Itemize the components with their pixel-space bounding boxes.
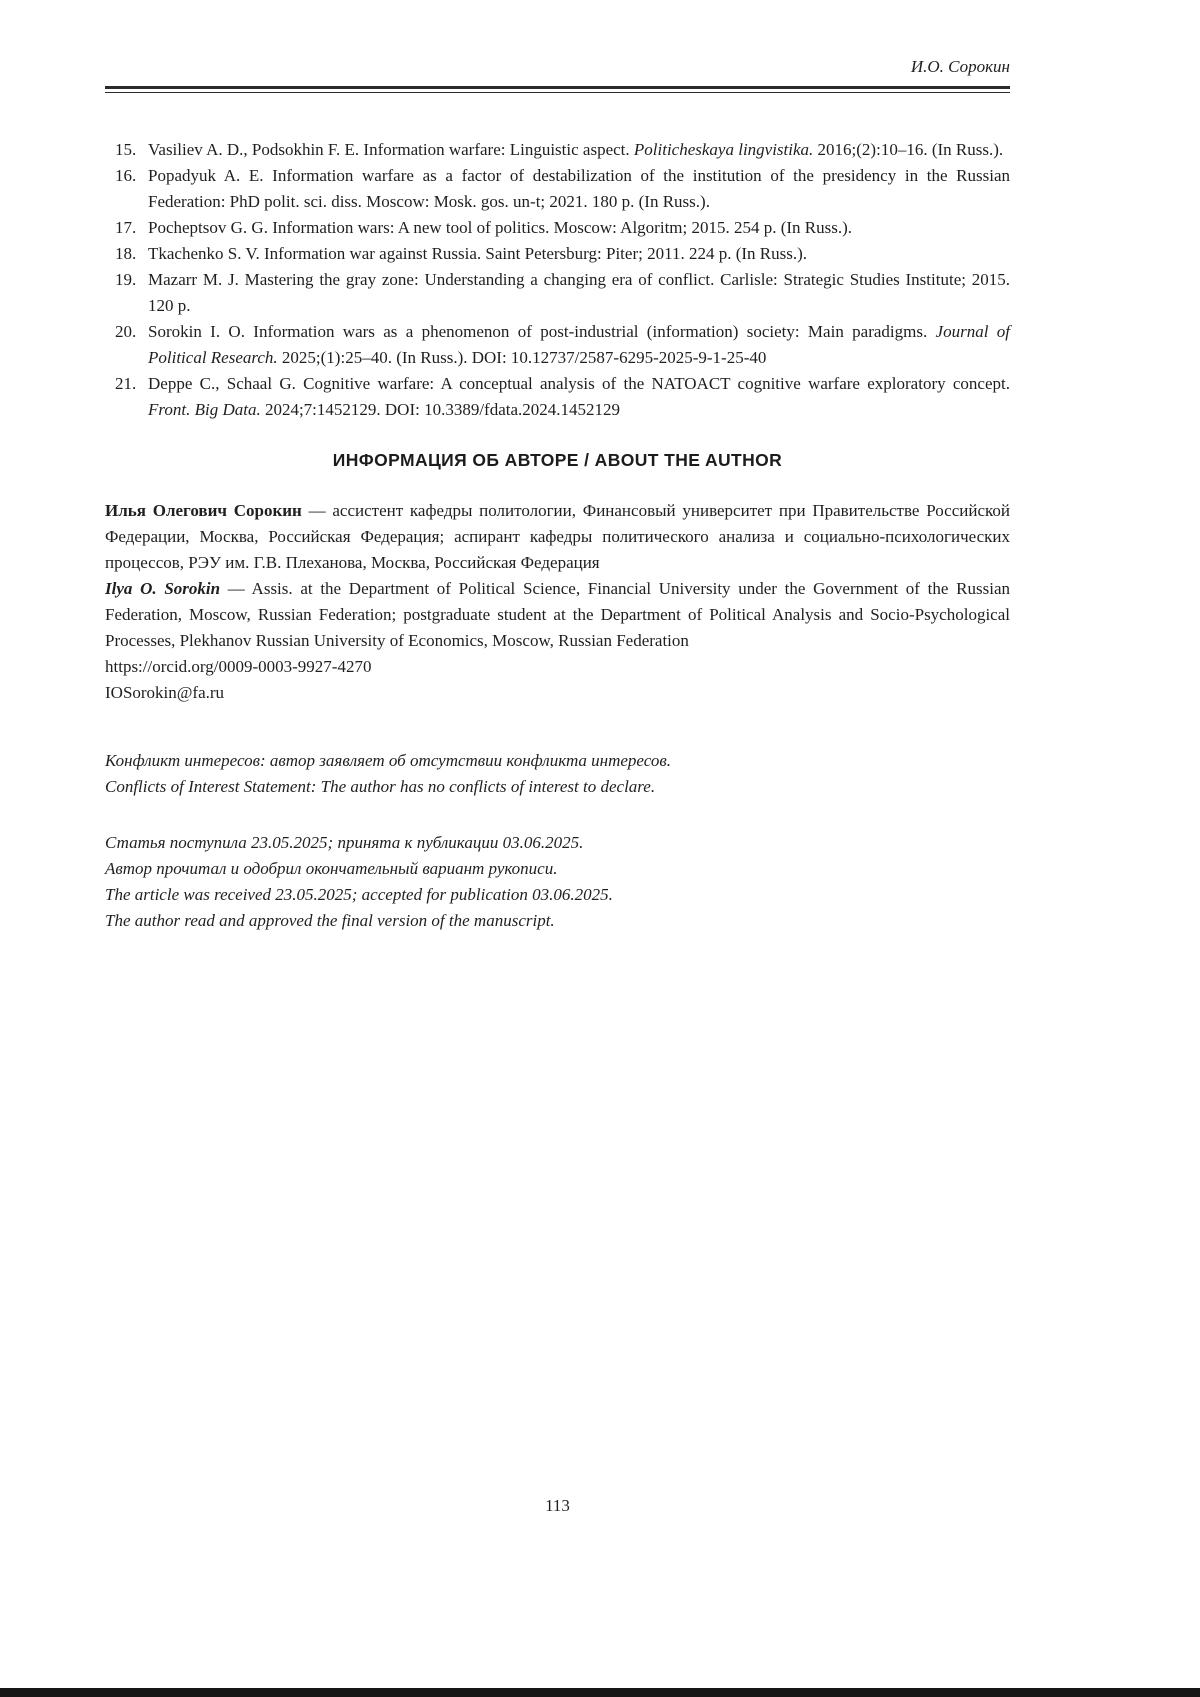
reference-item <box>105 137 1010 163</box>
article-dates-block <box>105 830 1010 934</box>
author-info-ru <box>105 498 1010 576</box>
conflict-of-interest-block <box>105 748 1010 800</box>
reference-number: 15. <box>115 140 137 159</box>
reference-text-post: 2025;(1):25–40. (In Russ.). DOI: 10.12737/2587-6295-2025-9-1-25-40 <box>277 348 767 367</box>
reference-item <box>105 241 1010 267</box>
approved-note-en: The author read and approved the final version of the manuscript. <box>105 911 555 930</box>
reference-number: 16. <box>115 166 137 185</box>
author-orcid: https://orcid.org/0009-0003-9927-4270 <box>105 657 372 676</box>
reference-text <box>148 137 1010 163</box>
reference-journal: Front. Big Data. <box>148 400 261 419</box>
reference-item <box>105 371 1010 423</box>
reference-journal: Politicheskaya lingvistika. <box>633 140 814 159</box>
author-info-block <box>105 498 1010 706</box>
reference-item <box>105 319 1010 371</box>
reference-item <box>105 215 1010 241</box>
reference-item <box>105 163 1010 215</box>
reference-number: 18. <box>115 244 137 263</box>
reference-number: 20. <box>115 322 137 341</box>
page-content <box>105 56 1010 934</box>
reference-text-pre: Pocheptsov G. G. Information wars: A new tool of politics. Moscow: Algoritm; 2015. 254 p. (In Russ.). <box>148 218 853 237</box>
reference-text-pre: Sorokin I. O. Information wars as a phenomenon of post-industrial (information) society: Main paradigms. <box>148 322 936 341</box>
reference-text <box>148 163 1010 215</box>
reference-journal: Journal of Political Research. <box>148 322 1010 367</box>
reference-text-pre: Popadyuk A. E. Information warfare as a factor of destabilization of the institution of the presidency in the Russian Federation: PhD polit. sci. diss. Moscow: Mosk. gos. un-t; 2021. 180 p. (In Russ.). <box>148 166 1010 211</box>
reference-number: 19. <box>115 270 137 289</box>
page-bottom-edge <box>0 1688 1200 1697</box>
reference-text-pre: Tkachenko S. V. Information war against Russia. Saint Petersburg: Piter; 2011. 224 p. (In Russ.). <box>148 244 807 263</box>
author-affiliation-ru: — ассистент кафедры политологии, Финансовый университет при Правительстве Российской Федерации, Москва, Российская Федерация; аспирант кафедры политического анализа и социально-психологических процессов, РЭУ им. Г.В. Плеханова, Москва, Российская Федерация <box>105 501 1010 572</box>
reference-text-pre: Vasiliev A. D., Podsokhin F. E. Information warfare: Linguistic aspect. <box>148 140 634 159</box>
received-date-ru: Статья поступила 23.05.2025; принята к публикации 03.06.2025. <box>105 833 584 852</box>
reference-list <box>105 137 1010 423</box>
reference-number: 21. <box>115 374 137 393</box>
author-affiliation-en: — Assis. at the Department of Political Science, Financial University under the Government of the Russian Federation, Moscow, Russian Federation; postgraduate student at the Department of Political Analysis and Socio-Psychological Processes, Plekhanov Russian University of Economics, Moscow, Russian Federation <box>105 579 1010 650</box>
reference-text-pre: Mazarr M. J. Mastering the gray zone: Understanding a changing era of conflict. Carlisle: Strategic Studies Institute; 2015. 120 p. <box>148 270 1010 315</box>
author-email: IOSorokin@fa.ru <box>105 683 225 702</box>
author-name-en: Ilya O. Sorokin <box>105 579 221 598</box>
reference-item <box>105 267 1010 319</box>
reference-number: 17. <box>115 218 137 237</box>
reference-text-post: 2024;7:1452129. DOI: 10.3389/fdata.2024.1452129 <box>260 400 621 419</box>
reference-text <box>148 371 1010 423</box>
reference-text-post: 2016;(2):10–16. (In Russ.). <box>813 140 1004 159</box>
approved-note-ru: Автор прочитал и одобрил окончательный вариант рукописи. <box>105 859 558 878</box>
reference-text <box>148 267 1010 319</box>
author-name-ru: Илья Олегович Сорокин <box>105 501 302 520</box>
conflict-statement-ru: Конфликт интересов: автор заявляет об отсутствии конфликта интересов. <box>105 751 672 770</box>
reference-text <box>148 241 1010 267</box>
author-info-en <box>105 576 1010 654</box>
received-date-en: The article was received 23.05.2025; accepted for publication 03.06.2025. <box>105 885 613 904</box>
reference-text <box>148 319 1010 371</box>
header-double-rule <box>105 86 1010 93</box>
page-number: 113 <box>545 1496 570 1515</box>
running-head: И.О. Сорокин <box>910 57 1010 76</box>
reference-text <box>148 215 1010 241</box>
about-author-heading: ИНФОРМАЦИЯ ОБ АВТОРЕ / ABOUT THE AUTHOR <box>332 450 783 470</box>
conflict-statement-en: Conflicts of Interest Statement: The author has no conflicts of interest to declare. <box>105 777 656 796</box>
reference-text-pre: Deppe C., Schaal G. Cognitive warfare: A conceptual analysis of the NATOACT cognitive warfare exploratory concept. <box>148 374 1010 393</box>
